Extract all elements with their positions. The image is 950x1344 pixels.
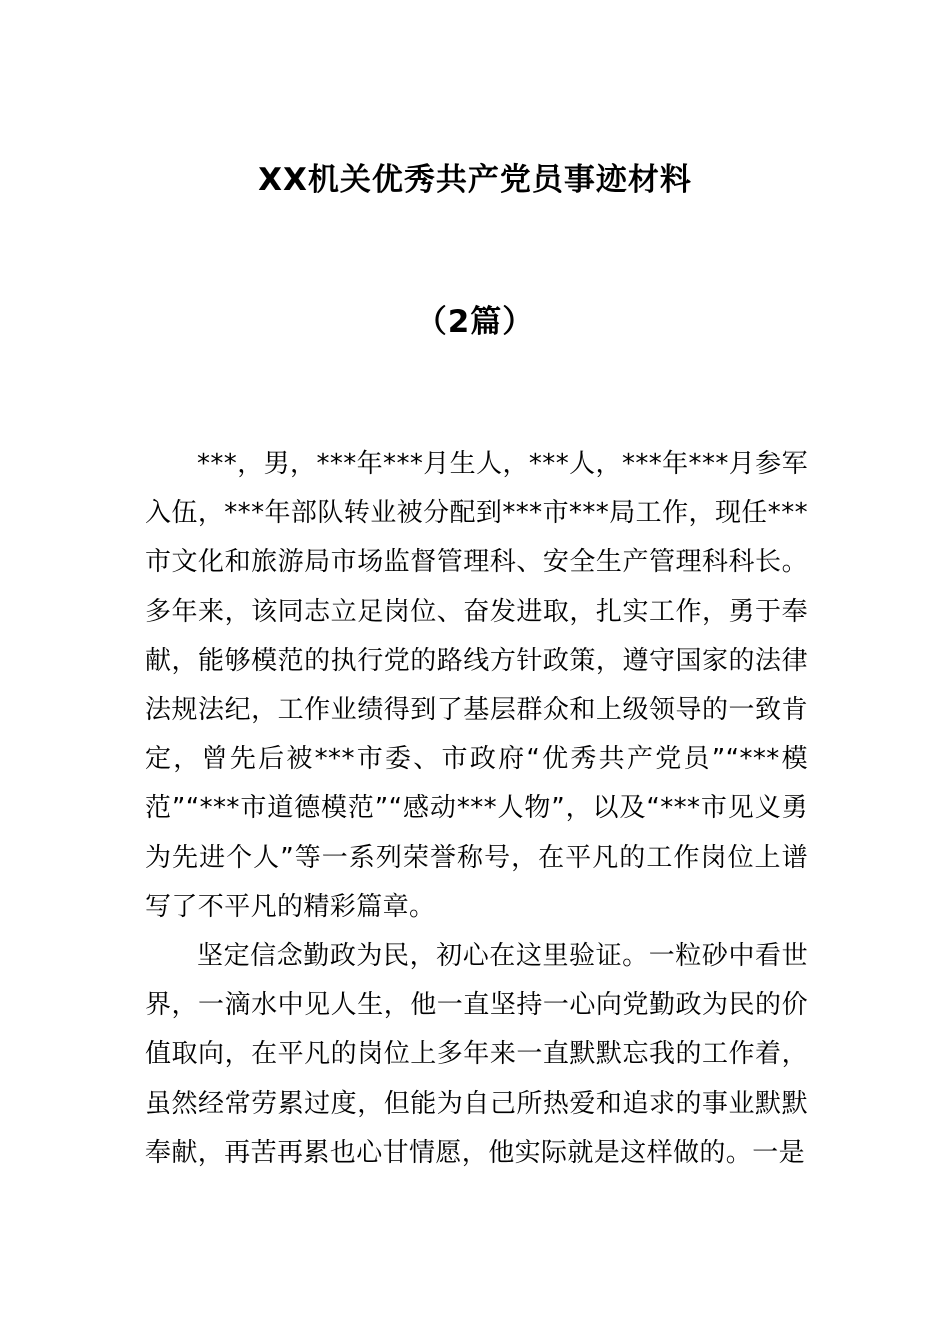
document-subtitle: （2篇） <box>415 304 535 340</box>
paragraph-2: 坚定信念勤政为民，初心在这里验证。一粒砂中看世界，一滴水中见人生，他一直坚持一心向党勤政为民的价值取向，在平凡的岗位上多年来一直默默忘我的工作着，虽然经常劳累过度，但能为自己所热爱和追求的事业默默奉献，再苦再累也心甘情愿，他实际就是这样做的。一是 <box>145 941 808 1168</box>
document-title: XX机关优秀共产党员事迹材料 <box>258 162 692 198</box>
paragraph-1: ***，男，***年***月生人，***人，***年***月参军入伍，***年部队转业被分配到***市***局工作，现任***市文化和旅游局市场监督管理科、安全生产管理科科长。多年来，该同志立足岗位、奋发进取，扎实工作，勇于奉献，能够模范的执行党的路线方针政策，遵守国家的法律法规法纪，工作业绩得到了基层群众和上级领导的一致肯定，曾先后被***市委、市政府“优秀共产党员”“***模范”“***市道德模范”“感动***人物”，以及“***市见义勇为先进个人”等一系列荣誉称号，在平凡的工作岗位上谱写了不平凡的精彩篇章。 <box>145 449 808 922</box>
document-body <box>145 440 808 1178</box>
